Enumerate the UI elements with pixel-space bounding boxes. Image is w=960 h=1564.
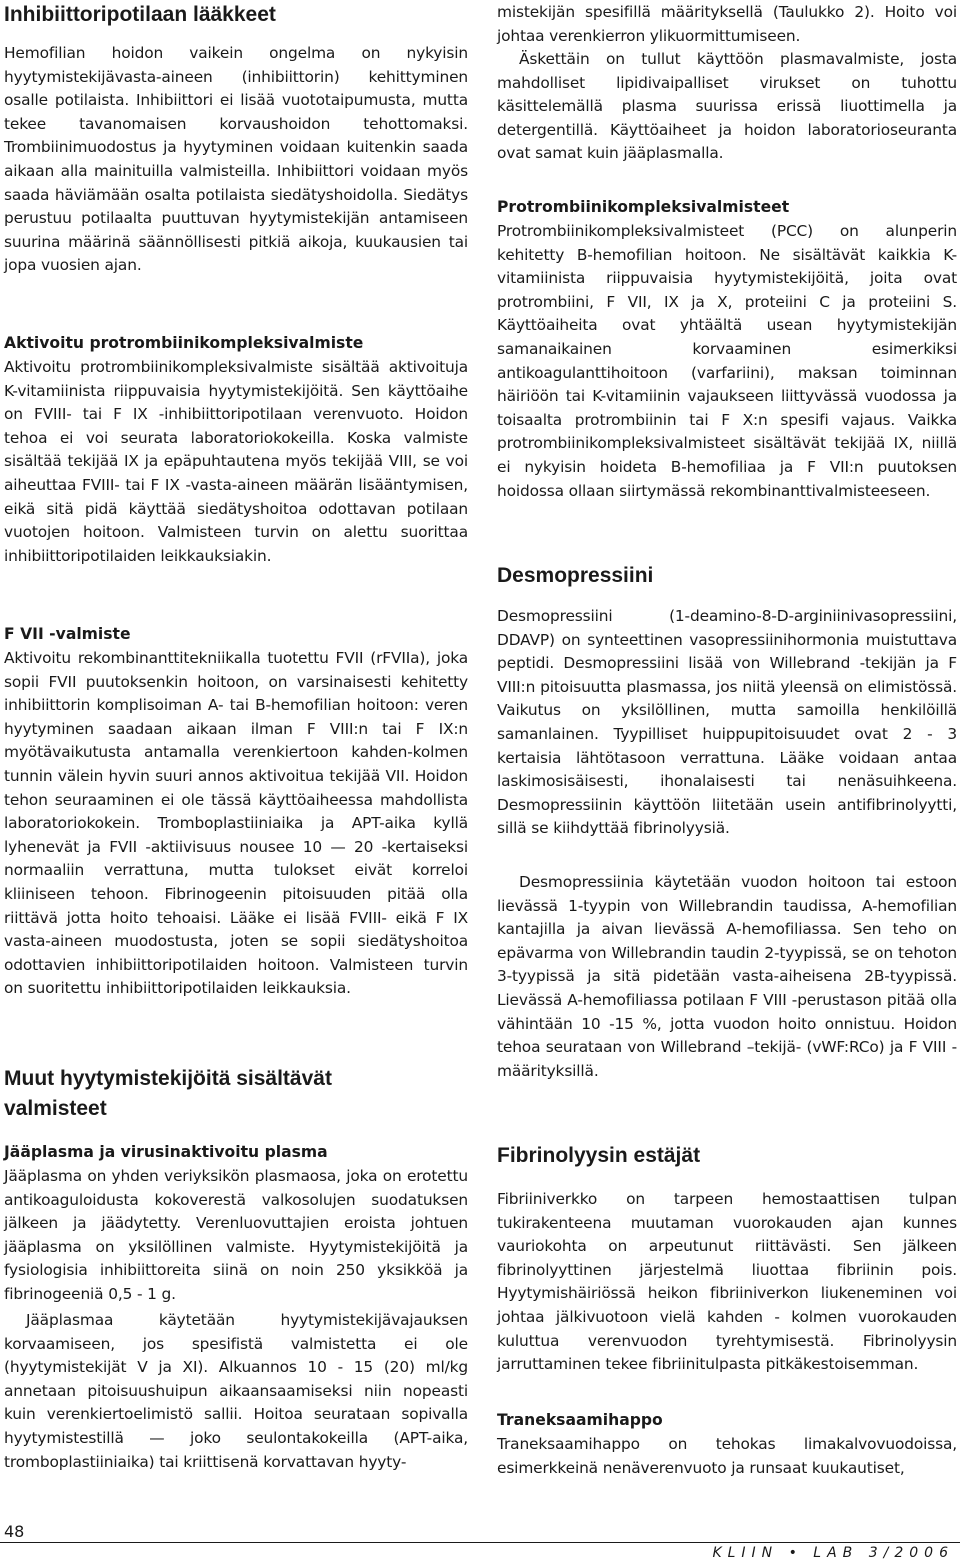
subheading-tranexamic-acid: Traneksaamihappo — [497, 1411, 663, 1429]
paragraph-fvii: Aktivoitu rekombinanttitekniikalla tuotettu FVII (rFVIIa), joka sopii FVII puutoksenkin hoitoon, on varsinaisesti kehitetty inhibiittorin komplisoiman A- tai B-hemofilian hoitoon: veren hyytyminen saadaan aikaan ilman F VIII:n tai F IX:n myötävaikutusta antamalla verenkiertoon kahden-kolmen tunnin välein hyvin suuri annos aktivoitua tekijää VII. Hoidon tehon seuraaminen ei ole tässä käyttöaiheessa mahdollista laboratoriokokein. Tromboplastiiniaika ja APT-aika kyllä lyhenevät ja FVII -aktiivisuus nousee 10 — 20 -kertaiseksi normaaliin verrattuna, mutta tulokset eivät korreloi kliiniseen tehoon. Fibrinogeenin pitoisuuden pitää olla riittävä jotta hoito tehoaisi. Lääke ei lisää FVIII- eikä F IX vasta-aineen muodostusta, joten se sopii siedätyshoitoa odottavien inhibiittoripotilaiden hoitoon. Valmisteen turvin on suoritettu inhibiittoripotilaiden leikkauksia. — [4, 649, 468, 998]
magazine-issue: KLIIN • LAB 3/2006 — [712, 1545, 954, 1561]
paragraph-plasma-2: Jääplasmaa käytetään hyytymistekijävajauksen korvaamiseen, jos spesifistä valmistetta ei ole (hyytymistekijät V ja XI). Alkuannos 10 - 15 (20) ml/kg annetaan pitoisuushuipun aikaansaamiseksi niin nopeasti kuin verenkiertoelimistö sallii. Hoitoa seurataan sopivalla hyytymistestillä — joko seulontakokeilla (APT-aika, tromboplastiiniaika) tai kriittisenä korvattavan hyyty- — [4, 1311, 468, 1471]
paragraph-fibrinolysis: Fibriiniverkko on tarpeen hemostaattisen tulpan tukirakenteena muutaman vuorokauden ajan kunnes vauriokohta on arpeutunut riittävästi. Sen jälkeen fibrinolyyttinen järjestelmä liuottaa fibriinin pois. Hyytymishäiriössä heikon fibriiniverkon liukeneminen voi johtaa jälkivuotoon vielä kahden - kolmen vuorokauden kuluttua verenvuodon tyrehtymisestä. Fibrinolyysin jarruttaminen tekee fibriinitulpasta pitkäkestoisemman. — [497, 1190, 957, 1374]
paragraph-apcc: Aktivoitu protrombiinikompleksivalmiste sisältää aktivoituja K-vitamiinista riippuvaisia hyytymistekijöitä. Sen käyttöaihe on FVIII- tai F IX -inhibiittoripotilaan verenvuoto. Hoidon tehoa ei voi seurata laboratoriokokeilla. Koska valmiste sisältää tekijää IX ja epäpuhtautena myös tekijää VIII, se voi aiheuttaa FVIII- tai F IX -vasta-aineen määrän lisääntymisen, eikä sitä pidä käyttää siedätyshoitoa odottavan potilaan vuotojen hoitoon. Valmisteen turvin on alettu suorittaa inhibiittoripotilaiden leikkauksiakin. — [4, 358, 468, 565]
subheading-fvii: F VII -valmiste — [4, 625, 131, 643]
paragraph-desmopressin-1: Desmopressiini (1-deamino-8-D-arginiinivasopressiini, DDAVP) on synteettinen vasopressiinihormonia muistuttava peptidi. Desmopressiini lisää von Willebrand -tekijän ja F VIII:n pitoisuutta plasmassa, jos niitä yleensä on elimistössä. Vaikutus on yksilöllinen, mutta samoilla henkilöillä samanlainen. Tyypilliset huippupitoisuudet ovat 2 - 3 kertaisia lähtötasoon verrattuna. Lääke voidaan antaa laskimosisäisesti, ihonalaisesti tai nenäsuihkeena. Desmopressiinin käyttöön liitetään usein antifibrinolyytti, sillä se kiihdyttää fibrinolyysiä. — [497, 607, 957, 838]
section-title-other-products: Muut hyytymistekijöitä sisältävät valmisteet — [4, 1067, 332, 1120]
paragraph-virus-inactivated-plasma: Äskettäin on tullut käyttöön plasmavalmiste, josta mahdolliset lipidivaipalliset virukset on tuhottu käsittelemällä plasma suurissa erissä liuottimella ja detergentillä. Käyttöaiheet ja hoidon laboratorioseuranta ovat samat kuin jääplasmalla. — [497, 50, 957, 163]
subheading-apcc: Aktivoitu protrombiinikompleksivalmiste — [4, 334, 364, 352]
paragraph-desmopressin-2: Desmopressiinia käytetään vuodon hoitoon tai estoon lievässä 1-tyypin von Willebrandin taudissa, A-hemofilian kantajilla ja aivan lievässä A-hemofiliassa. Sen teho on epävarma von Willebrandin taudin 2-tyypissä, se on tehoton 3-tyypissä ja sitä pidetään vasta-aiheisena 2B-tyypissä. Lievässä A-hemofiliassa potilaan F VIII -perustason pitää olla vähintään 10 -15 %, jotta vuodon hoito onnistuu. Hoidon tehoa seurataan von Willebrand –tekijä- (vWF:RCo) ja F VIII -määrityksillä. — [497, 873, 957, 1080]
paragraph-pcc: Protrombiinikompleksivalmisteet (PCC) on alunperin kehitetty B-hemofilian hoitoon. Ne sisältävät kaikkia K-vitamiinista riippuvaisia hyytymistekijöitä, joita ovat protrombiini, F VII, IX ja X, proteiini C ja proteiini S. Käyttöaiheita ovat yhtäältä usean hyytymistekijän samanaikainen korvaaminen esimerkiksi antikoagulanttihoitoon (varfariini), maksan toiminnan häiriöön tai K-vitamiinin vajaukseen liittyvässä vuodossa ja toisaalta protrombiinin tai F X:n spesifi vajaus. Vaikka protrombiinikompleksivalmisteet sisältävät tekijää IX, niillä ei nykyisin hoideta B-hemofiliaa ja F VII:n puutoksen hoidossa ollaan siirtymässä rekombinanttivalmisteeseen. — [497, 222, 957, 500]
paragraph-plasma-continued: mistekijän spesifillä määrityksellä (Taulukko 2). Hoito voi johtaa verenkierron ylikuormittumiseen. — [497, 3, 957, 45]
subheading-pcc: Protrombiinikompleksivalmisteet — [497, 198, 790, 216]
section-title-desmopressin: Desmopressiini — [497, 564, 654, 587]
paragraph-plasma-1: Jääplasma on yhden veriyksikön plasmaosa, joka on erotettu antikoaguloidusta kokoverestä valkosolujen suodatuksen jälkeen ja jäädytetty. Verenluovuttajien eroista johtuen jääplasma on yksilöllinen valmiste. Hyytymistekijöitä ja fysiologisia inhibiittoreita siinä on noin 250 yksikköä ja fibrinogeeniä 0,5 - 1 g. — [4, 1167, 468, 1303]
page-number: 48 — [4, 1522, 25, 1541]
paragraph-tranexamic-acid: Traneksaamihappo on tehokas limakalvovuodoissa, esimerkkeinä nenäverenvuoto ja runsaat kuukautiset, — [497, 1435, 957, 1477]
section-title-inhibitor-drugs: Inhibiittoripotilaan lääkkeet — [4, 3, 276, 26]
paragraph-intro: Hemofilian hoidon vaikein ongelma on nykyisin hyytymistekijävasta-aineen (inhibiittorin) kehittyminen osalle potilaista. Inhibiittori ei lisää vuototaipumusta, mutta tekee tavanomaisen korvaushoidon tehottomaksi. Trombiinimuodostus ja hyytyminen voidaan kuitenkin saada aikaan alla mainituilla valmisteilla. Inhibiittori voidaan myös saada häviämään osalta potilaista siedätyshoidolla. Siedätys perustuu potilaalta puuttuvan hyytymistekijän antamiseen suurina määrinä säännöllisesti pitkiä aikoja, kuukausien tai jopa vuosien ajan. — [4, 44, 468, 275]
section-title-fibrinolysis-inhibitors: Fibrinolyysin estäjät — [497, 1144, 701, 1167]
subheading-plasma: Jääplasma ja virusinaktivoitu plasma — [4, 1143, 328, 1161]
